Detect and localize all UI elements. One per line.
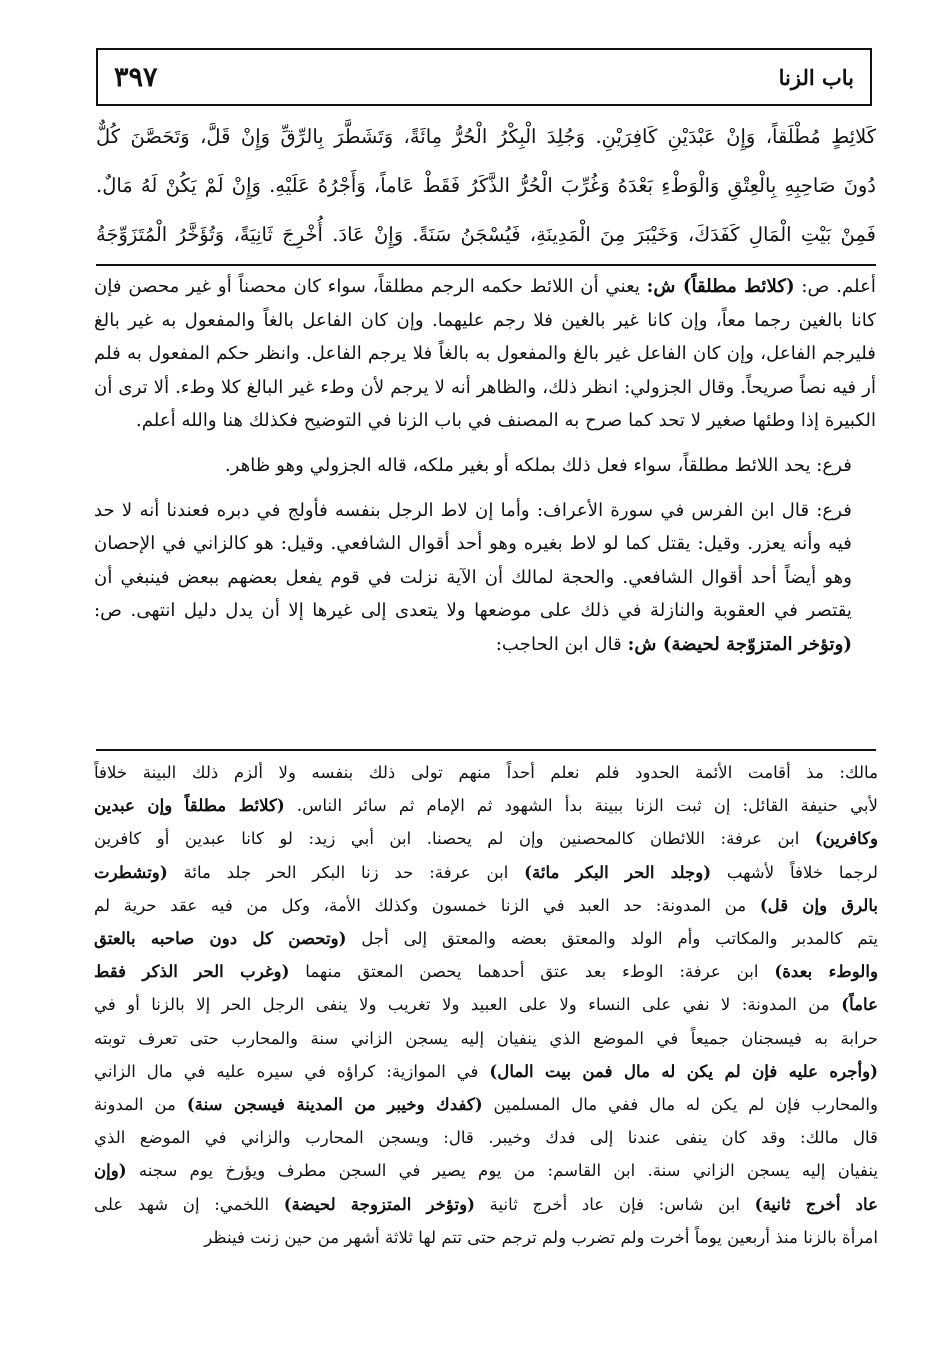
matn-quote: والوطء بعدة): [774, 961, 878, 982]
matn-quote: (كفدك وخيبر من المدينة فيسجن سنة): [186, 1094, 483, 1115]
footnote-run: من المدونة: حد العبد في الزنا خمسون وكذلك الأمة، وكل من فيه عقد حرية لم: [94, 895, 760, 915]
footnote-run: والمحارب فإن لم يكن له مال ففي مال المسلمين: [482, 1095, 878, 1115]
matn-quote: عاد أخرج ثانية): [754, 1193, 878, 1214]
commentary-paragraph: [94, 494, 876, 662]
footnote-run: اللخمي: إن شهد على: [94, 1194, 284, 1214]
footnote-line: [94, 988, 878, 1021]
footnote-run: في الموازية: كراؤه في سيره عليه في مال الزاني: [94, 1061, 490, 1081]
footnote-run: من المدونة: لا نفي على النساء ولا على العبيد ولا تغريب ولا ينفى الرجل الحر إلا بالزنا أو في: [94, 995, 842, 1015]
footnote-line: [94, 1188, 878, 1221]
footnote-line: [94, 1121, 878, 1154]
footnote-paragraph: [94, 756, 878, 1254]
commentary-run: يعني أن اللائط حكمه الرجم مطلقاً، سواء كان محصناً أو غير محصن فإن كانا بالغين رجما معاً، وإن كانا غير بالغين فلا رجم عليهما. وإن كان الفاعل بالغاً والمفعول به غير بالغ فليرجم الفاعل، وإن كان الفاعل غير بالغ والمفعول به بالغاً فلا يرجم الفاعل. وانظر حكم المفعول به فلم أر فيه نصاً صريحاً. وقال الجزولي: انظر ذلك، والظاهر أنه لا يرجم لأن وطء غير البالغ كلا وطء. ألا ترى أن الكبيرة إذا وطئها صغير لا تحد كما صرح به المصنف في باب الزنا في التوضيح فكذلك هنا والله أعلم.: [94, 276, 876, 432]
matn-quote: بالرق وإن قل): [759, 894, 878, 915]
footnote-text: [94, 756, 878, 1254]
footnote-line: [94, 1154, 878, 1187]
footnote-run: مالك: مذ أقامت الأئمة الحدود فلم نعلم أحداً منهم تولى ذلك بنفسه ولا ألزم ذلك البينة خلافاً: [94, 763, 878, 782]
footnote-line: [94, 856, 878, 889]
matn-line: فَمِنْ بَيْتِ الْمَالِ كَفَدَكَ، وَخَيْبَرَ مِنَ الْمَدِينَةِ، فَيُسْجَنُ سَنَةً. وَإِنْ عَادَ. أُخْرِجَ ثَانِيَةً، وَتُؤَخَّرُ الْمُتَزَوِّجَةُ: [96, 223, 876, 246]
commentary-paragraph: [94, 270, 876, 438]
matn-quote: (وتشطرت: [94, 861, 168, 882]
footnote-line: [94, 789, 878, 822]
matn-quote: (وتؤخر المتزوجة لحيضة): [283, 1193, 475, 1214]
footnote-line: [94, 756, 878, 789]
matn-quote: (وتؤخر المتزوّجة لحيضة) ش:: [627, 633, 852, 655]
commentary-run: قال ابن الحاجب:: [495, 633, 628, 655]
footnote-line: [94, 1055, 878, 1088]
footnote-run: ينفيان إليه يسجن الزاني سنة. ابن القاسم: من يوم يصير في السجن مطرف ويؤرخ يوم سجنه: [126, 1161, 878, 1181]
commentary-run: فرع: قال ابن الفرس في سورة الأعراف: وأما إن لاط الرجل بنفسه فأولج في دبره فعندنا أنه لا حد فيه وأنه يعزر. وقيل: يقتل كما لو لاط بغيره وهو أحد أقوال الشافعي. وقيل: هو كالزاني في الإحصان وهو أيضاً أحد أقوال الشافعي. والحجة لمالك أن الآية نزلت في قوم يفعل بعضهم ببعض فينبغي أن يقتصر في العقوبة والنازلة في ذلك على موضعها ولا يتعدى إلى غيرها إلا أن يدل دليل انتهى. ص:: [94, 499, 852, 622]
footnote-run: قال مالك: وقد كان ينفى عندنا إلى فدك وخيبر. قال: ويسجن المحارب والزاني في الموضع الذي: [94, 1128, 878, 1148]
divider-rule: [96, 264, 876, 266]
matn-quote: (وجلد الحر البكر مائة): [524, 861, 712, 882]
matn-quote: (وأجره عليه فإن لم يكن له مال فمن بيت المال): [489, 1060, 878, 1081]
commentary-run: أعلم. ص:: [794, 276, 876, 297]
footnote-run: ابن عرفة: اللائطان كالمحصنين وإن لم يحصنا. ابن أبي زيد: لو كانا عبدين أو كافرين: [94, 829, 815, 849]
divider-rule: [96, 749, 876, 751]
matn-quote: وكافرين): [814, 828, 878, 849]
matn-quote: (وتحصن كل دون صاحبه بالعتق: [94, 928, 347, 949]
footnote-line: [94, 889, 878, 922]
footnote-run: ابن عرفة: الوطء بعد عتق أحدهما يحصن المعتق منهما: [289, 962, 775, 982]
footnote-run: يتم كالمدبر والمكاتب وأم الولد والمعتق بعضه والمعتق إلى أجل: [346, 929, 878, 949]
commentary-text: [94, 270, 876, 662]
footnote-run: حرابة به فيسجنان جميعاً في الموضع الذي ينفيان إليه يسجن الزاني سنة والمحارب حتى تعرف توبته: [94, 1028, 878, 1048]
matn-quote: (وغرب الحر الذكر فقط: [94, 961, 290, 982]
footnote-line: [94, 1022, 878, 1055]
footnote-run: امرأة بالزنا منذ أربعين يوماً أخرت ولم تضرب ولم ترجم حتى تتم لها ثلاثة أشهر من حين زنت فينظر: [204, 1227, 878, 1247]
matn-line: دُونَ صَاحِبِهِ بِالْعِتْقِ وَالْوَطْءِ بَعْدَهُ وَغُرِّبَ الْحُرُّ الذَّكَرُ فَقَطْ عَاماً، وَأَجْرُهُ عَلَيْهِ. وَإِنْ لَمْ يَكُنْ لَهُ مَالٌ.: [96, 174, 876, 197]
commentary-paragraph: فرع: يحد اللائط مطلقاً، سواء فعل ذلك بملكه أو بغير ملكه، قاله الجزولي وهو ظاهر.: [224, 454, 852, 476]
matn-quote: (وإن: [94, 1160, 127, 1181]
footnote-run: لرجما خلافاً لأشهب: [711, 862, 878, 882]
footnote-line: [94, 822, 878, 855]
footnote-run: ابن عرفة: حد زنا البكر الحر جلد مائة: [167, 862, 525, 882]
footnote-run: لأبي حنيفة القائل: إن ثبت الزنا ببينة بدأ الشهود ثم الإمام ثم سائر الناس.: [284, 796, 878, 816]
matn-quote: عاماً): [841, 994, 878, 1015]
footnote-run: من المدونة: [94, 1095, 187, 1115]
footnote-line: [94, 955, 878, 988]
footnote-line: [94, 1221, 878, 1254]
page-header: [96, 48, 872, 106]
footnote-line: [94, 922, 878, 955]
chapter-title: باب الزنا: [778, 64, 854, 90]
matn-line: كَلائِطٍ مُطْلَقاً، وَإِنْ عَبْدَيْنِ كَافِرَيْنِ. وَجُلِدَ الْبِكْرُ الْحُرُّ مِائَةً، وَتَشَطَّرَ بِالرِّقِّ وَإِنْ قَلَّ، وَتَحَصَّنَ كُلٌّ: [96, 125, 876, 148]
footnote-line: [94, 1088, 878, 1121]
matn-quote: (كلائط مطلقاً وإن عبدين: [94, 795, 285, 816]
matn-text: [96, 112, 876, 260]
footnote-run: ابن شاس: فإن عاد أخرج ثانية: [475, 1194, 755, 1214]
page-number: ٣٩٧: [114, 61, 158, 93]
matn-quote: (كلائط مطلقاً) ش:: [646, 276, 795, 297]
